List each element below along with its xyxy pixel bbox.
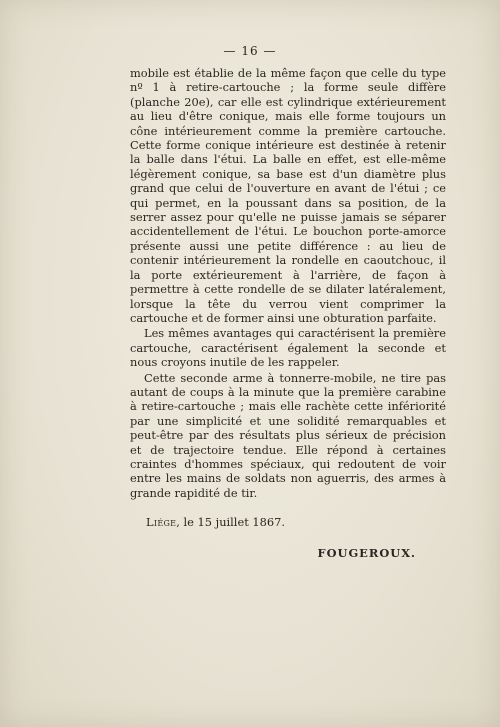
signature: FOUGEROUX.: [317, 546, 416, 560]
paragraph-1: mobile est établie de la même façon que celle du type nº 1 à retire-cartouche ; la forme seule diffère (planche 20e), car elle est cylindrique extérieurement au lieu d'être conique, mais elle forme toujours un cône intérieurement comme la première cartouche. Cette forme conique intérieure est destinée à retenir la balle dans l'étui. La balle en effet, est elle-même légèrement conique, sa base est d'un diamètre plus grand que celui de l'ouverture en avant de l'étui ; ce qui permet, en la poussant dans sa position, de la serrer assez pour qu'elle ne puisse jamais se séparer accidentellement de l'étui. Le bouchon porte-amorce présente aussi une petite différence : au lieu de contenir intérieurement la rondelle en caoutchouc, il la porte extérieurement à l'arrière, de façon à permettre à cette rondelle de se dilater latéralement, lorsque la tête du verrou vient comprimer la cartouche et de former ainsi une obturation parfaite.: [130, 66, 446, 325]
paragraph-2: Les mêmes avantages qui caractérisent la première cartouche, caractérisent également la seconde et nous croyons inutile de les rappeler.: [130, 326, 446, 370]
page-number: — 16 —: [223, 44, 277, 58]
date-text: , le 15 juillet 1867.: [176, 515, 286, 529]
place-name: Liége: [146, 515, 177, 529]
date-line: [146, 515, 285, 529]
body-text: [130, 66, 446, 500]
paragraph-3: Cette seconde arme à tonnerre-mobile, ne tire pas autant de coups à la minute que la première carabine à retire-cartouche ; mais elle rachète cette infériorité par une simplicité et une solidité remarquables et peut-être par des résultats plus sérieux de précision et de trajectoire tendue. Elle répond à certaines craintes d'hommes spéciaux, qui redoutent de voir entre les mains de soldats non aguerris, des armes à grande rapidité de tir.: [130, 370, 446, 500]
